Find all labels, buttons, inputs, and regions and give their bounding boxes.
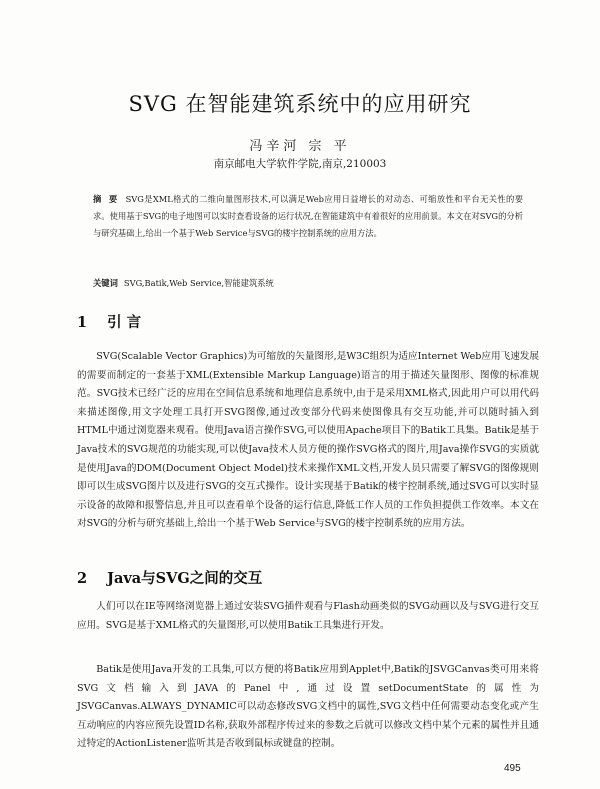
section-title: 引 言 (107, 314, 142, 331)
paragraph: Batik是使用Java开发的工具集,可以方便的将Batik应用到Applet中,Batik的JSVGCanvas类可用来将SVG文档输入到JAVA的Panel中,通过设置setDocumentState的属性为JSVGCanvas.ALWAYS_DYNAMIC可以动态修改SVG文档中的属性,SVG文档中任何需要动态变化或产生互动响应的内容应预先设置ID名称,获取外部程序传过来的参数之后就可以修改文档中某个元素的属性并且通过特定的ActionListener监听其是否收到鼠标或键盘的控制。 (77, 664, 539, 750)
abstract-label: 摘 要 (93, 194, 120, 204)
section-heading-introduction (77, 311, 141, 332)
section-title: Java与SVG之间的交互 (107, 570, 263, 587)
section-number: 2 (77, 570, 88, 587)
paragraph: SVG(Scalable Vector Graphics)为可缩放的矢量图形,是W3C组织为适应Internet Web应用飞速发展的需要而制定的一套基于XML(Extensible Markup Language)语言的用于描述矢量图形、图像的标准规范。SVG技术已经广泛的应用在空间信息系统和地理信息系统中,由于是采用XML格式,因此用户可以用代码来描述图像,用文字处理工具打开SVG图像,通过改变部分代码来使图像具有交互功能,并可以随时插入到HTML中通过浏览器来观看。使用Java语言操作SVG,可以使用Apache项目下的Batik工具集。Batik是基于Java技术的SVG规范的功能实现,可以使Java技术人员方便的操作SVG格式的图片,用Java操作SVG的实质就是使用Java的DOM(Document Object Model)技术来操作XML文档,开发人员只需要了解SVG的图像规则即可以生成SVG图片以及进行SVG的交互式操作。设计实现基于Batik的楼宇控制系统,通过SVG可以实时显示设备的故障和报警信息,并且可以查看单个设备的运行信息,降低工作人员的工作负担提供工作效率。本文在对SVG的分析与研究基础上,给出一个基于Web Service与SVG的楼宇控制系统的应用方法。 (77, 351, 539, 530)
abstract-text: SVG是XML格式的二维向量图形技术,可以满足Web应用日益增长的对动态、可缩放性和平台无关性的要求。使用基于SVG的电子地图可以实时查看设备的运行状况,在智能建筑中有着很好的应用前景。本文在对SVG的分析与研究基础上,给出一个基于Web Service与SVG的楼宇控制系统的应用方法。 (93, 194, 524, 238)
keywords-label: 关键词 (93, 278, 118, 288)
abstract (93, 191, 523, 242)
paragraph: 人们可以在IE等网络浏览器上通过安装SVG插件观看与Flash动画类似的SVG动画以及与SVG进行交互应用。SVG是基于XML格式的矢量图形,可以使用Batik工具集进行开发。 (77, 601, 539, 631)
section-number: 1 (77, 314, 88, 331)
page-number: 495 (504, 763, 521, 774)
author-affiliation: 南京邮电大学软件学院,南京,210003 (213, 158, 387, 170)
paper-title: SVG 在智能建筑系统中的应用研究 (128, 92, 472, 116)
keywords (93, 276, 523, 290)
paper-authors: 冯辛河 宗 平 (249, 139, 351, 154)
keywords-text: SVG,Batik,Web Service,智能建筑系统 (123, 278, 274, 288)
section-heading-java-svg (77, 567, 262, 588)
